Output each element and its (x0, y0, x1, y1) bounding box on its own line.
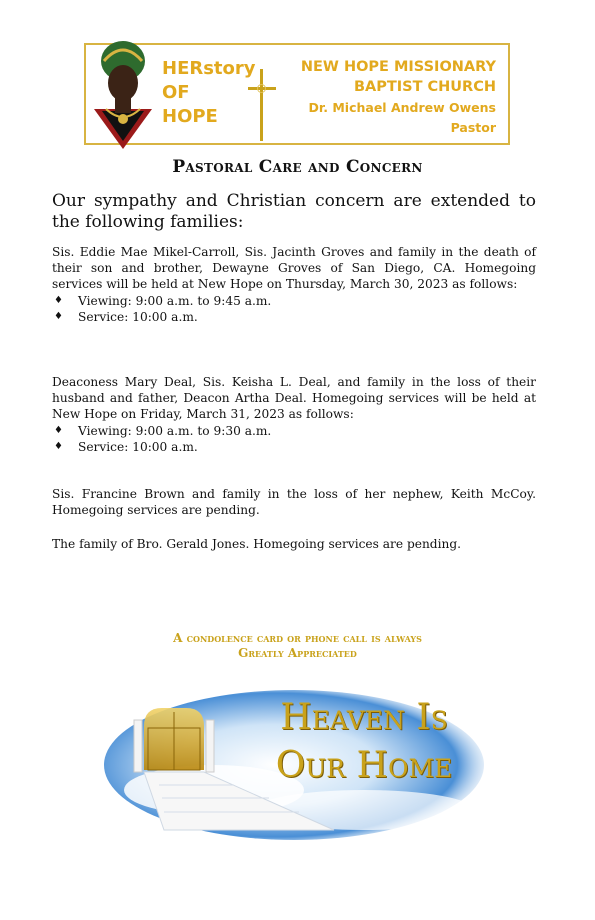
diamond-bullet-icon: ♦ (54, 440, 63, 452)
family-entry (52, 374, 536, 455)
church-info (266, 57, 496, 137)
heaven-line: Our Home (275, 745, 453, 786)
condolence-line: A condolence card or phone call is always (173, 631, 422, 645)
service-item (52, 439, 536, 455)
pastor-name: Dr. Michael Andrew Owens (308, 100, 496, 115)
service-item-text: Service: 10:00 a.m. (78, 309, 198, 324)
diamond-bullet-icon: ♦ (54, 294, 63, 306)
condolence-note (0, 631, 595, 661)
service-item (52, 309, 536, 325)
herstory-line: HERstory (162, 58, 256, 79)
diamond-bullet-icon: ♦ (54, 424, 63, 436)
herstory-line: OF (162, 82, 190, 103)
family-entry (52, 536, 536, 552)
service-list (52, 293, 536, 325)
church-name-line: NEW HOPE MISSIONARY (300, 59, 496, 75)
herstory-line: HOPE (162, 106, 218, 127)
entry-text: Deaconess Mary Deal, Sis. Keisha L. Deal, and family in the loss of their husband and father, Deacon Artha Deal. Homegoing services will be held at New Hope on Friday, March 31, 2023 as follows: (52, 375, 536, 422)
service-item (52, 423, 536, 439)
pastor-title: Pastor (450, 120, 496, 135)
diamond-bullet-icon: ♦ (54, 310, 63, 322)
family-entry (52, 486, 536, 518)
heaven-line: Heaven Is (280, 697, 448, 738)
heaven-text (254, 694, 474, 790)
entry-text: Sis. Francine Brown and family in the loss of her nephew, Keith McCoy. Homegoing services are pending. (52, 487, 536, 518)
service-item (52, 293, 536, 309)
church-name-line: BAPTIST CHURCH (353, 79, 496, 95)
service-item-text: Viewing: 9:00 a.m. to 9:45 a.m. (78, 293, 272, 308)
herstory-portrait-icon (92, 39, 154, 151)
page-title: Pastoral Care and Concern (172, 157, 423, 177)
entry-text: The family of Bro. Gerald Jones. Homegoing services are pending. (52, 537, 462, 551)
herstory-of-hope-logo (162, 57, 256, 129)
heaven-is-our-home-graphic (104, 690, 484, 840)
family-entry (52, 244, 536, 325)
condolence-line: Greatly Appreciated (238, 646, 357, 660)
service-list (52, 423, 536, 455)
service-item-text: Viewing: 9:00 a.m. to 9:30 a.m. (78, 423, 272, 438)
church-banner (84, 43, 510, 145)
entry-text: Sis. Eddie Mae Mikel-Carroll, Sis. Jacinth Groves and family in the death of their son and brother, Dewayne Groves of San Diego, CA. Homegoing services will be held at New Hope on Thursday, March 30, 2023 as follows: (52, 245, 536, 292)
service-item-text: Service: 10:00 a.m. (78, 439, 198, 454)
intro-paragraph: Our sympathy and Christian concern are extended to the following families: (52, 191, 536, 232)
